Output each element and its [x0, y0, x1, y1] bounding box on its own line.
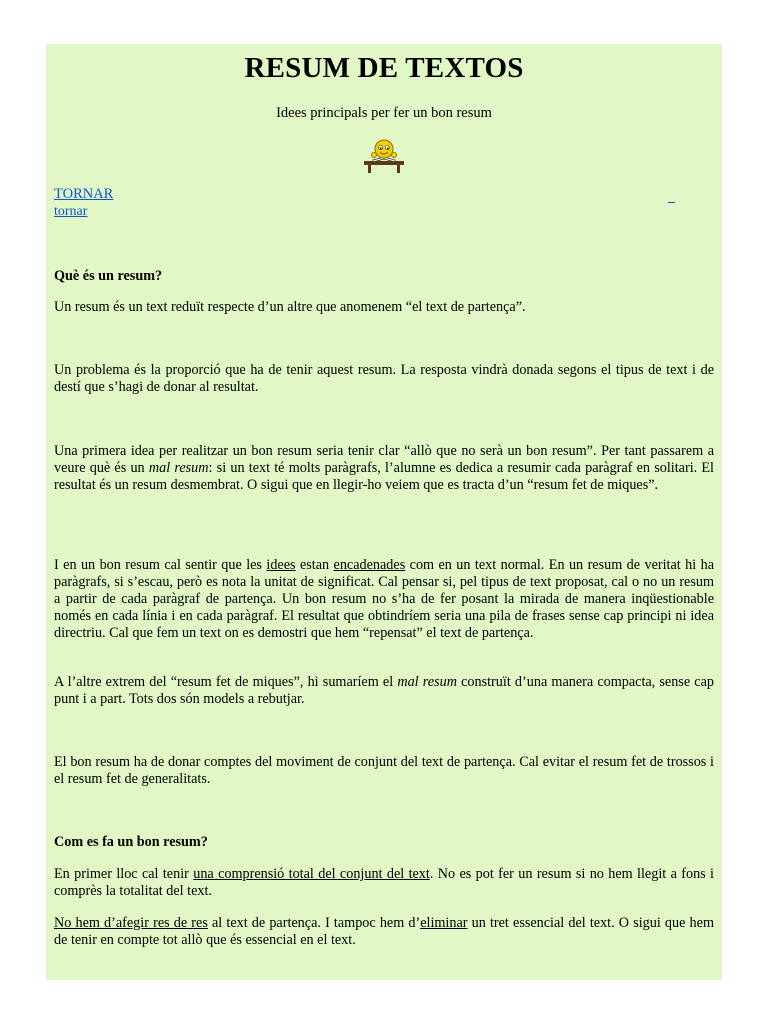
heading-com-es-fa: Com es fa un bon resum?: [54, 834, 208, 850]
paragraph-comprensio: [54, 866, 714, 900]
text-span: : si un text té molts paràgrafs, l’alumne es dedica a resumir cada paràgraf en solitari. El resultat és un resum desmembrat. O sigui que en llegir-ho veiem que es tracta d’un “resum fet de miques”.: [54, 460, 715, 493]
paragraph-altre-extrem: [54, 674, 714, 708]
underlined-term: idees: [266, 557, 296, 573]
underlined-term: No hem d’afegir res de res: [54, 915, 208, 931]
text-span: En primer lloc cal tenir: [54, 866, 194, 882]
text-span: I en un bon resum cal sentir que les: [54, 557, 267, 573]
right-link[interactable]: _: [668, 190, 675, 205]
paragraph-definition: Un resum és un text reduït respecte d’un altre que anomenem “el text de partença”.: [54, 299, 526, 315]
underlined-term: eliminar: [420, 915, 468, 931]
italic-term: mal resum: [148, 460, 209, 476]
paragraph-mal-resum: [54, 443, 714, 494]
document-page: [46, 44, 722, 980]
underlined-term: una comprensió total del conjunt del text: [193, 866, 430, 882]
underlined-term: encadenades: [333, 557, 406, 573]
reading-smiley-icon: [361, 138, 407, 174]
italic-term: mal resum: [397, 674, 457, 690]
page-title: RESUM DE TEXTOS: [244, 52, 524, 84]
tornar-link-lower[interactable]: tornar: [54, 204, 88, 219]
text-span: com en un text normal. En un resum de veritat hi ha paràgrafs, si s’escau, però es nota la unitat de significat. Cal pensar si, pel tipus de text proposat, cal o no un resum a partir de cada paràgraf de partença. Un bon resum no s’ha de fer posant la mirada de manera inqüestionable només en cada línia i en cada paràgraf. El resultat que obtindríem seria una pila de frases sense cap principi ni idea directriu. Cal que fem un text on es demostri que hem “repensat” el text de partença.: [54, 557, 714, 641]
text-span: estan: [295, 557, 334, 573]
text-span: . No es pot fer un resum si no hem llegit a fons i comprès la totalitat del text.: [54, 866, 714, 899]
paragraph-proportion: Un problema és la proporció que ha de tenir aquest resum. La resposta vindrà donada segons el tipus de text i de destí que s’hagi de donar al resultat.: [54, 362, 714, 395]
text-span: Una primera idea per realitzar un bon resum seria tenir clar “allò que no serà un bon resum”. Per tant passarem a veure què és un: [54, 443, 714, 476]
text-span: al text de partença. I tampoc hem d’: [207, 915, 421, 931]
paragraph-no-afegir: [54, 915, 714, 949]
paragraph-bon-resum: [54, 557, 714, 642]
text-span: un tret essencial del text. O sigui que hem de tenir en compte tot allò que és essencial en el text.: [54, 915, 714, 948]
tornar-link-upper[interactable]: TORNAR: [54, 186, 114, 202]
page-subtitle: Idees principals per fer un bon resum: [276, 105, 492, 121]
heading-que-es-un-resum: Què és un resum?: [54, 268, 163, 284]
text-span: construït d’una manera compacta, sense cap punt i a part. Tots dos són models a rebutjar.: [54, 674, 714, 707]
text-span: A l’altre extrem del “resum fet de miques”, hi sumaríem el: [54, 674, 398, 690]
paragraph-moviment-conjunt: El bon resum ha de donar comptes del moviment de conjunt del text de partença. Cal evitar el resum fet de trossos i el resum fet de generalitats.: [54, 754, 714, 787]
